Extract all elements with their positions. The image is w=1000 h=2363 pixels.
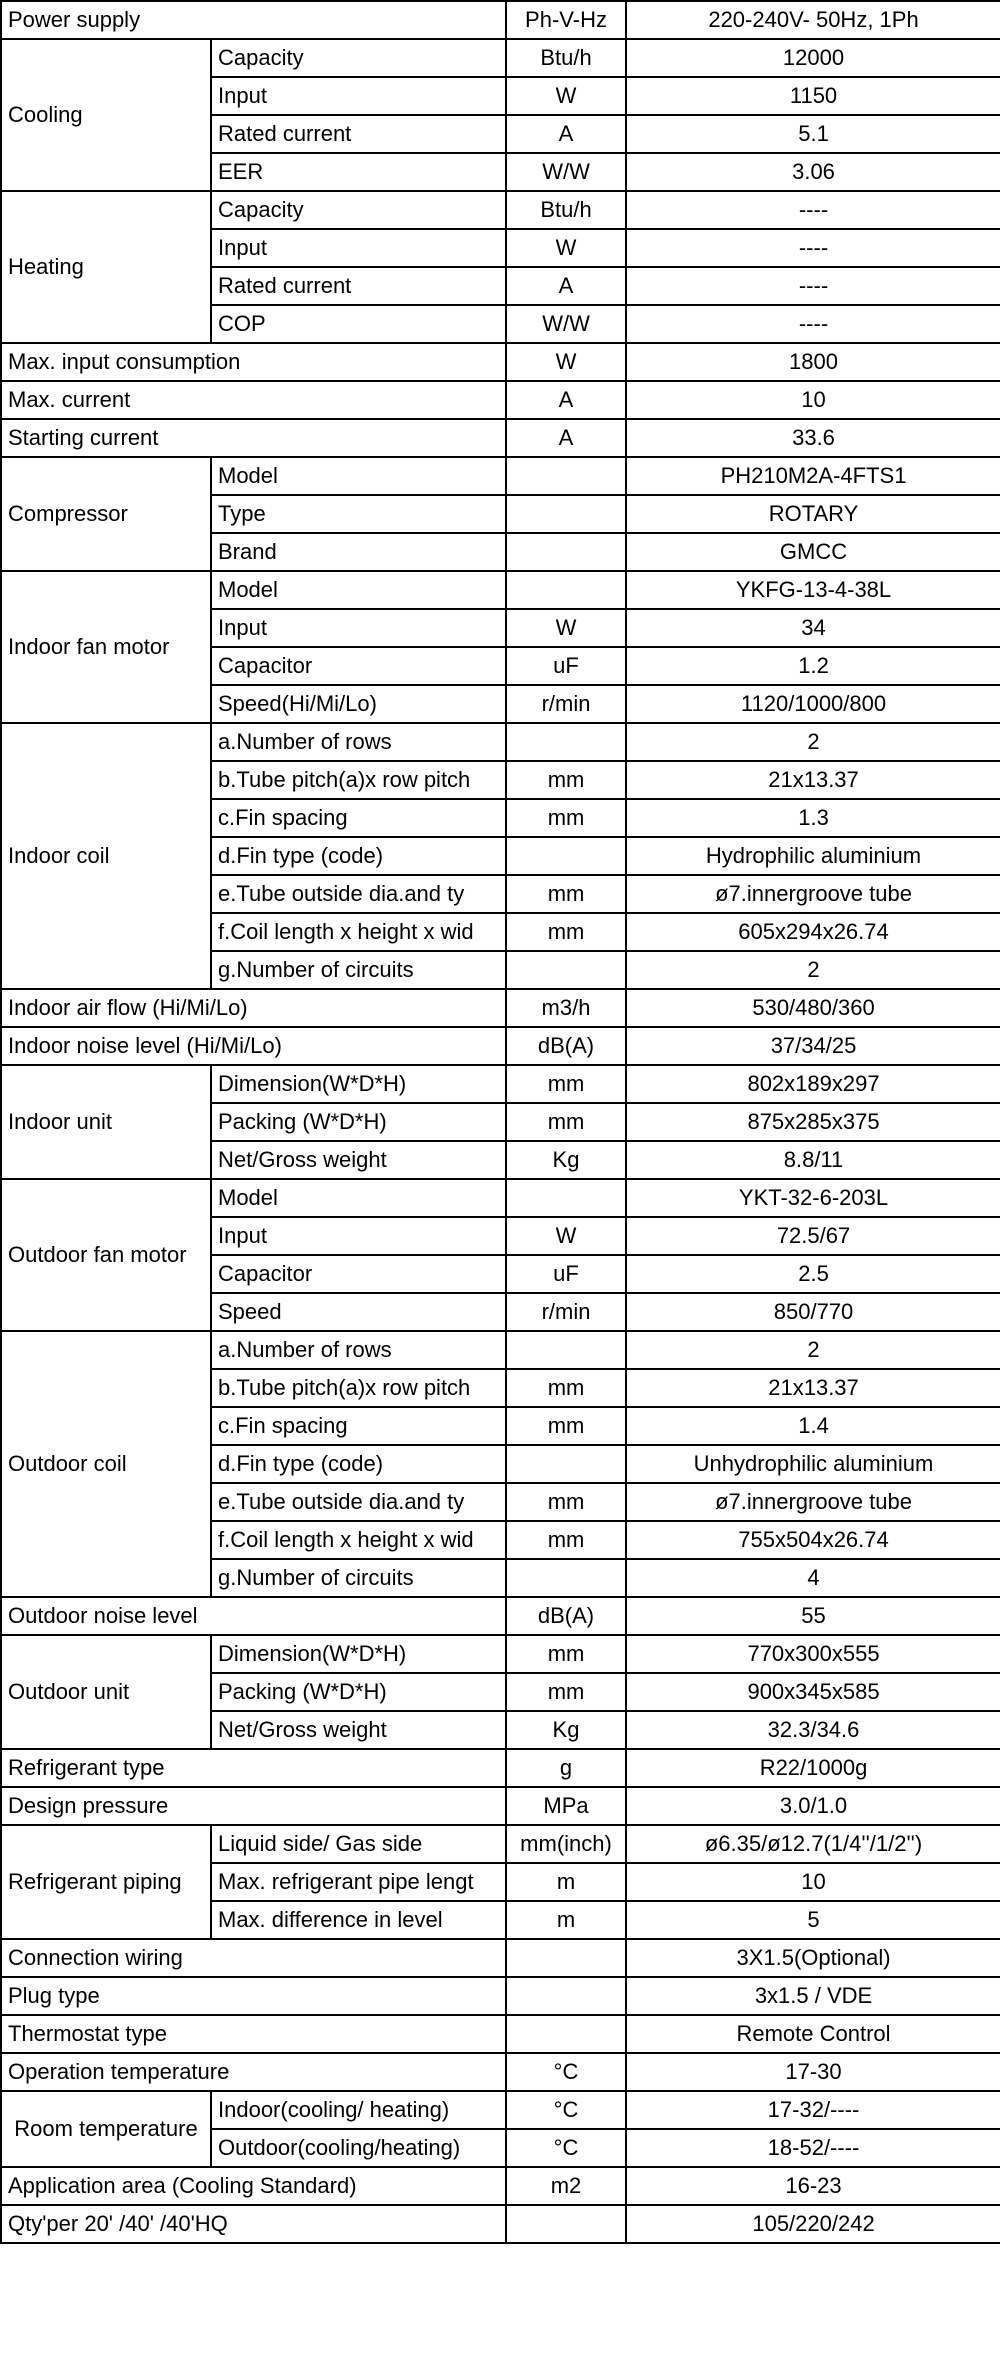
item-label: b.Tube pitch(a)x row pitch [211,761,506,799]
group-label: Refrigerant piping [1,1825,211,1939]
spec-row-compressor [1,457,1000,495]
value-cell: YKT-32-6-203L [626,1179,1000,1217]
item-label: Rated current [211,267,506,305]
unit-cell: m [506,1901,626,1939]
spec-row-max-current [1,381,1000,419]
item-label: Model [211,571,506,609]
item-label: g.Number of circuits [211,951,506,989]
unit-cell: uF [506,647,626,685]
value-cell: 17-30 [626,2053,1000,2091]
unit-cell: mm [506,761,626,799]
item-label: Input [211,229,506,267]
unit-cell: Btu/h [506,191,626,229]
spec-row-indoor-fan-motor [1,571,1000,609]
value-cell: 21x13.37 [626,1369,1000,1407]
spec-row-power-supply [1,1,1000,39]
spec-row-outdoor-fan-motor [1,1179,1000,1217]
unit-cell: A [506,267,626,305]
value-cell: 33.6 [626,419,1000,457]
value-cell: 1.2 [626,647,1000,685]
value-cell: ROTARY [626,495,1000,533]
unit-cell: W/W [506,153,626,191]
value-cell: 1120/1000/800 [626,685,1000,723]
item-label: COP [211,305,506,343]
value-cell: PH210M2A-4FTS1 [626,457,1000,495]
unit-cell: W [506,343,626,381]
spec-row-indoor-coil [1,723,1000,761]
group-label: Power supply [1,1,506,39]
unit-cell: W [506,609,626,647]
group-label: Thermostat type [1,2015,506,2053]
value-cell: 220-240V- 50Hz, 1Ph [626,1,1000,39]
value-cell: 2.5 [626,1255,1000,1293]
value-cell: Remote Control [626,2015,1000,2053]
unit-cell: dB(A) [506,1027,626,1065]
group-label: Cooling [1,39,211,191]
spec-row-indoor-air-flow-hi-mi-lo [1,989,1000,1027]
value-cell: ø6.35/ø12.7(1/4''/1/2'') [626,1825,1000,1863]
value-cell: ---- [626,191,1000,229]
group-label: Operation temperature [1,2053,506,2091]
spec-row-max-input-consumption [1,343,1000,381]
value-cell: 10 [626,381,1000,419]
unit-cell: mm [506,1635,626,1673]
spec-row-refrigerant-type [1,1749,1000,1787]
item-label: Rated current [211,115,506,153]
spec-row-thermostat-type [1,2015,1000,2053]
item-label: Net/Gross weight [211,1141,506,1179]
spec-row-application-area-cooling-standard [1,2167,1000,2205]
unit-cell [506,837,626,875]
unit-cell: A [506,115,626,153]
item-label: Capacity [211,191,506,229]
value-cell: GMCC [626,533,1000,571]
item-label: Input [211,1217,506,1255]
value-cell: 16-23 [626,2167,1000,2205]
item-label: Packing (W*D*H) [211,1673,506,1711]
item-label: Capacitor [211,1255,506,1293]
item-label: f.Coil length x height x wid [211,913,506,951]
item-label: Capacity [211,39,506,77]
unit-cell: mm [506,1483,626,1521]
item-label: Capacitor [211,647,506,685]
spec-row-outdoor-unit [1,1635,1000,1673]
value-cell: 1.4 [626,1407,1000,1445]
item-label: Speed(Hi/Mi/Lo) [211,685,506,723]
unit-cell: mm [506,1673,626,1711]
value-cell: 5.1 [626,115,1000,153]
value-cell: Unhydrophilic aluminium [626,1445,1000,1483]
group-label: Max. current [1,381,506,419]
value-cell: 4 [626,1559,1000,1597]
value-cell: 72.5/67 [626,1217,1000,1255]
spec-row-outdoor-noise-level [1,1597,1000,1635]
unit-cell: W [506,1217,626,1255]
unit-cell: dB(A) [506,1597,626,1635]
unit-cell [506,1445,626,1483]
value-cell: 5 [626,1901,1000,1939]
value-cell: 1150 [626,77,1000,115]
value-cell: 770x300x555 [626,1635,1000,1673]
item-label: f.Coil length x height x wid [211,1521,506,1559]
value-cell: ---- [626,229,1000,267]
unit-cell: Ph-V-Hz [506,1,626,39]
unit-cell: mm [506,1065,626,1103]
value-cell: 17-32/---- [626,2091,1000,2129]
group-label: Indoor air flow (Hi/Mi/Lo) [1,989,506,1027]
item-label: Model [211,1179,506,1217]
spec-row-connection-wiring [1,1939,1000,1977]
value-cell: 34 [626,609,1000,647]
value-cell: 37/34/25 [626,1027,1000,1065]
unit-cell: W [506,229,626,267]
unit-cell: mm [506,1407,626,1445]
value-cell: 605x294x26.74 [626,913,1000,951]
unit-cell [506,1977,626,2015]
unit-cell: m [506,1863,626,1901]
unit-cell: r/min [506,1293,626,1331]
unit-cell: A [506,381,626,419]
item-label: d.Fin type (code) [211,837,506,875]
group-label: Plug type [1,1977,506,2015]
unit-cell [506,1179,626,1217]
spec-row-plug-type [1,1977,1000,2015]
value-cell: 55 [626,1597,1000,1635]
value-cell: 3X1.5(Optional) [626,1939,1000,1977]
group-label: Compressor [1,457,211,571]
spec-row-starting-current [1,419,1000,457]
group-label: Refrigerant type [1,1749,506,1787]
spec-row-room-temperature [1,2091,1000,2129]
value-cell: 21x13.37 [626,761,1000,799]
unit-cell: MPa [506,1787,626,1825]
value-cell: 3.06 [626,153,1000,191]
group-label: Outdoor fan motor [1,1179,211,1331]
group-label: Application area (Cooling Standard) [1,2167,506,2205]
group-label: Outdoor coil [1,1331,211,1597]
unit-cell [506,2205,626,2243]
spec-row-indoor-unit [1,1065,1000,1103]
item-label: c.Fin spacing [211,799,506,837]
value-cell: ø7.innergroove tube [626,1483,1000,1521]
unit-cell: g [506,1749,626,1787]
unit-cell [506,2015,626,2053]
unit-cell: mm [506,913,626,951]
unit-cell: m3/h [506,989,626,1027]
value-cell: 875x285x375 [626,1103,1000,1141]
item-label: Speed [211,1293,506,1331]
unit-cell: °C [506,2129,626,2167]
value-cell: 32.3/34.6 [626,1711,1000,1749]
spec-row-design-pressure [1,1787,1000,1825]
unit-cell: mm(inch) [506,1825,626,1863]
item-label: d.Fin type (code) [211,1445,506,1483]
value-cell: ---- [626,305,1000,343]
spec-row-operation-temperature [1,2053,1000,2091]
unit-cell [506,457,626,495]
group-label: Max. input consumption [1,343,506,381]
group-label: Qty'per 20' /40' /40'HQ [1,2205,506,2243]
unit-cell: W/W [506,305,626,343]
value-cell: 2 [626,1331,1000,1369]
unit-cell: Kg [506,1711,626,1749]
unit-cell [506,723,626,761]
item-label: e.Tube outside dia.and ty [211,875,506,913]
item-label: c.Fin spacing [211,1407,506,1445]
spec-table-body [1,1,1000,2243]
unit-cell: W [506,77,626,115]
unit-cell: Kg [506,1141,626,1179]
unit-cell: °C [506,2091,626,2129]
group-label: Indoor coil [1,723,211,989]
value-cell: Hydrophilic aluminium [626,837,1000,875]
unit-cell: r/min [506,685,626,723]
unit-cell [506,1331,626,1369]
item-label: Packing (W*D*H) [211,1103,506,1141]
unit-cell: mm [506,1103,626,1141]
item-label: Indoor(cooling/ heating) [211,2091,506,2129]
value-cell: YKFG-13-4-38L [626,571,1000,609]
item-label: Max. refrigerant pipe lengt [211,1863,506,1901]
group-label: Starting current [1,419,506,457]
value-cell: ø7.innergroove tube [626,875,1000,913]
group-label: Outdoor noise level [1,1597,506,1635]
item-label: a.Number of rows [211,723,506,761]
unit-cell: mm [506,1369,626,1407]
item-label: Net/Gross weight [211,1711,506,1749]
value-cell: 3x1.5 / VDE [626,1977,1000,2015]
unit-cell: mm [506,875,626,913]
group-label: Design pressure [1,1787,506,1825]
value-cell: 900x345x585 [626,1673,1000,1711]
item-label: b.Tube pitch(a)x row pitch [211,1369,506,1407]
item-label: Dimension(W*D*H) [211,1065,506,1103]
group-label: Indoor noise level (Hi/Mi/Lo) [1,1027,506,1065]
value-cell: 802x189x297 [626,1065,1000,1103]
value-cell: 105/220/242 [626,2205,1000,2243]
unit-cell [506,1939,626,1977]
item-label: EER [211,153,506,191]
value-cell: 850/770 [626,1293,1000,1331]
item-label: Type [211,495,506,533]
item-label: Input [211,609,506,647]
spec-row-qty-per-20-40-40-hq [1,2205,1000,2243]
item-label: Model [211,457,506,495]
value-cell: 18-52/---- [626,2129,1000,2167]
unit-cell [506,951,626,989]
spec-row-indoor-noise-level-hi-mi-lo [1,1027,1000,1065]
unit-cell: m2 [506,2167,626,2205]
item-label: Outdoor(cooling/heating) [211,2129,506,2167]
group-label: Connection wiring [1,1939,506,1977]
spec-row-cooling [1,39,1000,77]
value-cell: R22/1000g [626,1749,1000,1787]
value-cell: 10 [626,1863,1000,1901]
value-cell: 12000 [626,39,1000,77]
item-label: e.Tube outside dia.and ty [211,1483,506,1521]
group-label: Outdoor unit [1,1635,211,1749]
group-label: Indoor fan motor [1,571,211,723]
unit-cell: °C [506,2053,626,2091]
value-cell: 3.0/1.0 [626,1787,1000,1825]
value-cell: 1.3 [626,799,1000,837]
unit-cell [506,533,626,571]
group-label: Heating [1,191,211,343]
unit-cell [506,571,626,609]
unit-cell: uF [506,1255,626,1293]
item-label: Input [211,77,506,115]
value-cell: 1800 [626,343,1000,381]
group-label: Indoor unit [1,1065,211,1179]
item-label: Max. difference in level [211,1901,506,1939]
value-cell: 2 [626,951,1000,989]
unit-cell [506,495,626,533]
unit-cell: A [506,419,626,457]
item-label: Liquid side/ Gas side [211,1825,506,1863]
value-cell: 530/480/360 [626,989,1000,1027]
group-label: Room temperature [1,2091,211,2167]
spec-row-outdoor-coil [1,1331,1000,1369]
unit-cell [506,1559,626,1597]
unit-cell: mm [506,799,626,837]
item-label: a.Number of rows [211,1331,506,1369]
item-label: Dimension(W*D*H) [211,1635,506,1673]
item-label: g.Number of circuits [211,1559,506,1597]
unit-cell: mm [506,1521,626,1559]
unit-cell: Btu/h [506,39,626,77]
spec-row-heating [1,191,1000,229]
value-cell: 2 [626,723,1000,761]
value-cell: 755x504x26.74 [626,1521,1000,1559]
item-label: Brand [211,533,506,571]
spec-row-refrigerant-piping [1,1825,1000,1863]
value-cell: 8.8/11 [626,1141,1000,1179]
value-cell: ---- [626,267,1000,305]
